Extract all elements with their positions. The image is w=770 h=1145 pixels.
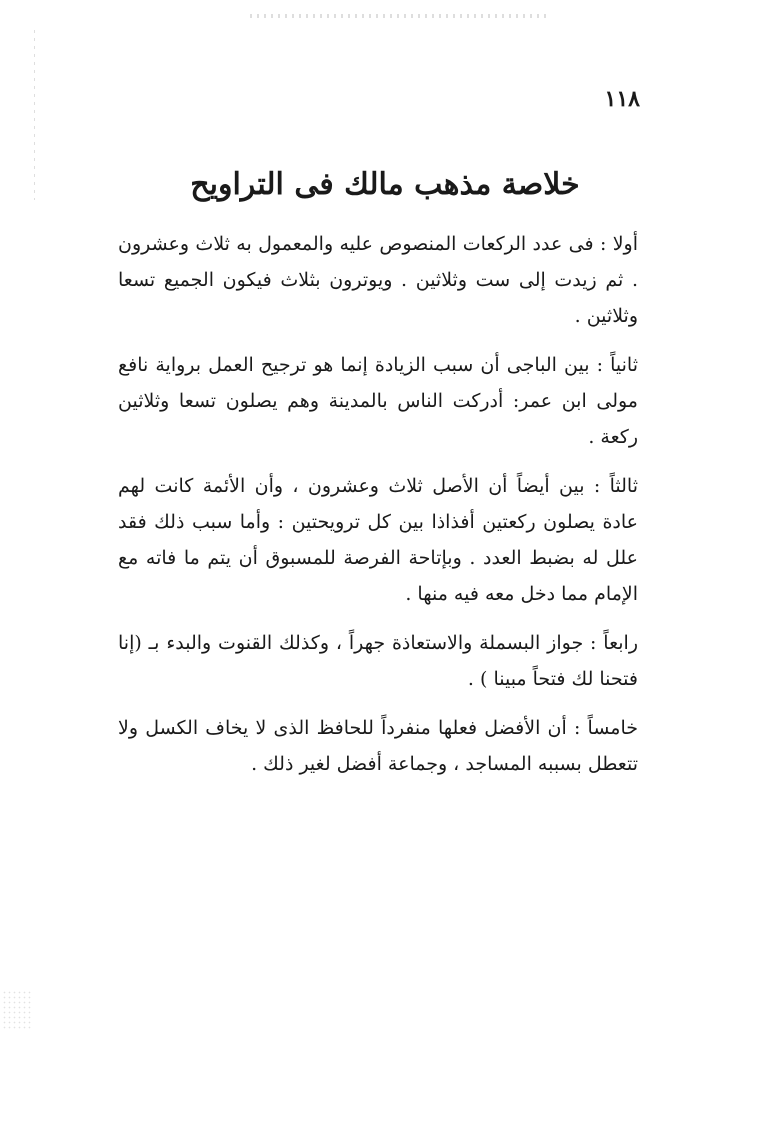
page-title: خلاصة مذهب مالك فى التراويح xyxy=(190,167,580,202)
paragraph-second: ثانياً : بين الباجى أن سبب الزيادة إنما هو ترجيح العمل برواية نافع مولى ابن عمر: أدركت الناس بالمدينة وهم يصلون تسعا وثلاثين ركعة . xyxy=(118,354,638,448)
scan-speckle xyxy=(2,990,32,1030)
paragraph-fourth: رابعاً : جواز البسملة والاستعاذة جهراً ، وكذلك القنوت والبدء بـ (إنا فتحنا لك فتحاً مبينا ) . xyxy=(118,632,638,690)
paragraph-first: أولا : فى عدد الركعات المنصوص عليه والمعمول به ثلاث وعشرون . ثم زيدت إلى ست وثلاثين . ويوترون بثلاث فيكون الجميع تسعا وثلاثين . xyxy=(118,233,638,327)
body-text xyxy=(118,226,638,795)
scan-top-marks xyxy=(250,14,550,18)
scan-margin-marks xyxy=(34,30,35,200)
paragraph-fifth: خامساً : أن الأفضل فعلها منفرداً للحافظ الذى لا يخاف الكسل ولا تتعطل بسببه المساجد ، وجماعة أفضل لغير ذلك . xyxy=(118,717,638,775)
page-number: ١١٨ xyxy=(604,86,640,112)
paragraph-third: ثالثاً : بين أيضاً أن الأصل ثلاث وعشرون ، وأن الأئمة كانت لهم عادة يصلون ركعتين أفذاذا بين كل ترويحتين : وأما سبب ذلك فقد علل له بضبط العدد . وبإتاحة الفرصة للمسبوق أن يتم ما فاته مع الإمام مما دخل معه فيه منها . xyxy=(118,475,638,605)
